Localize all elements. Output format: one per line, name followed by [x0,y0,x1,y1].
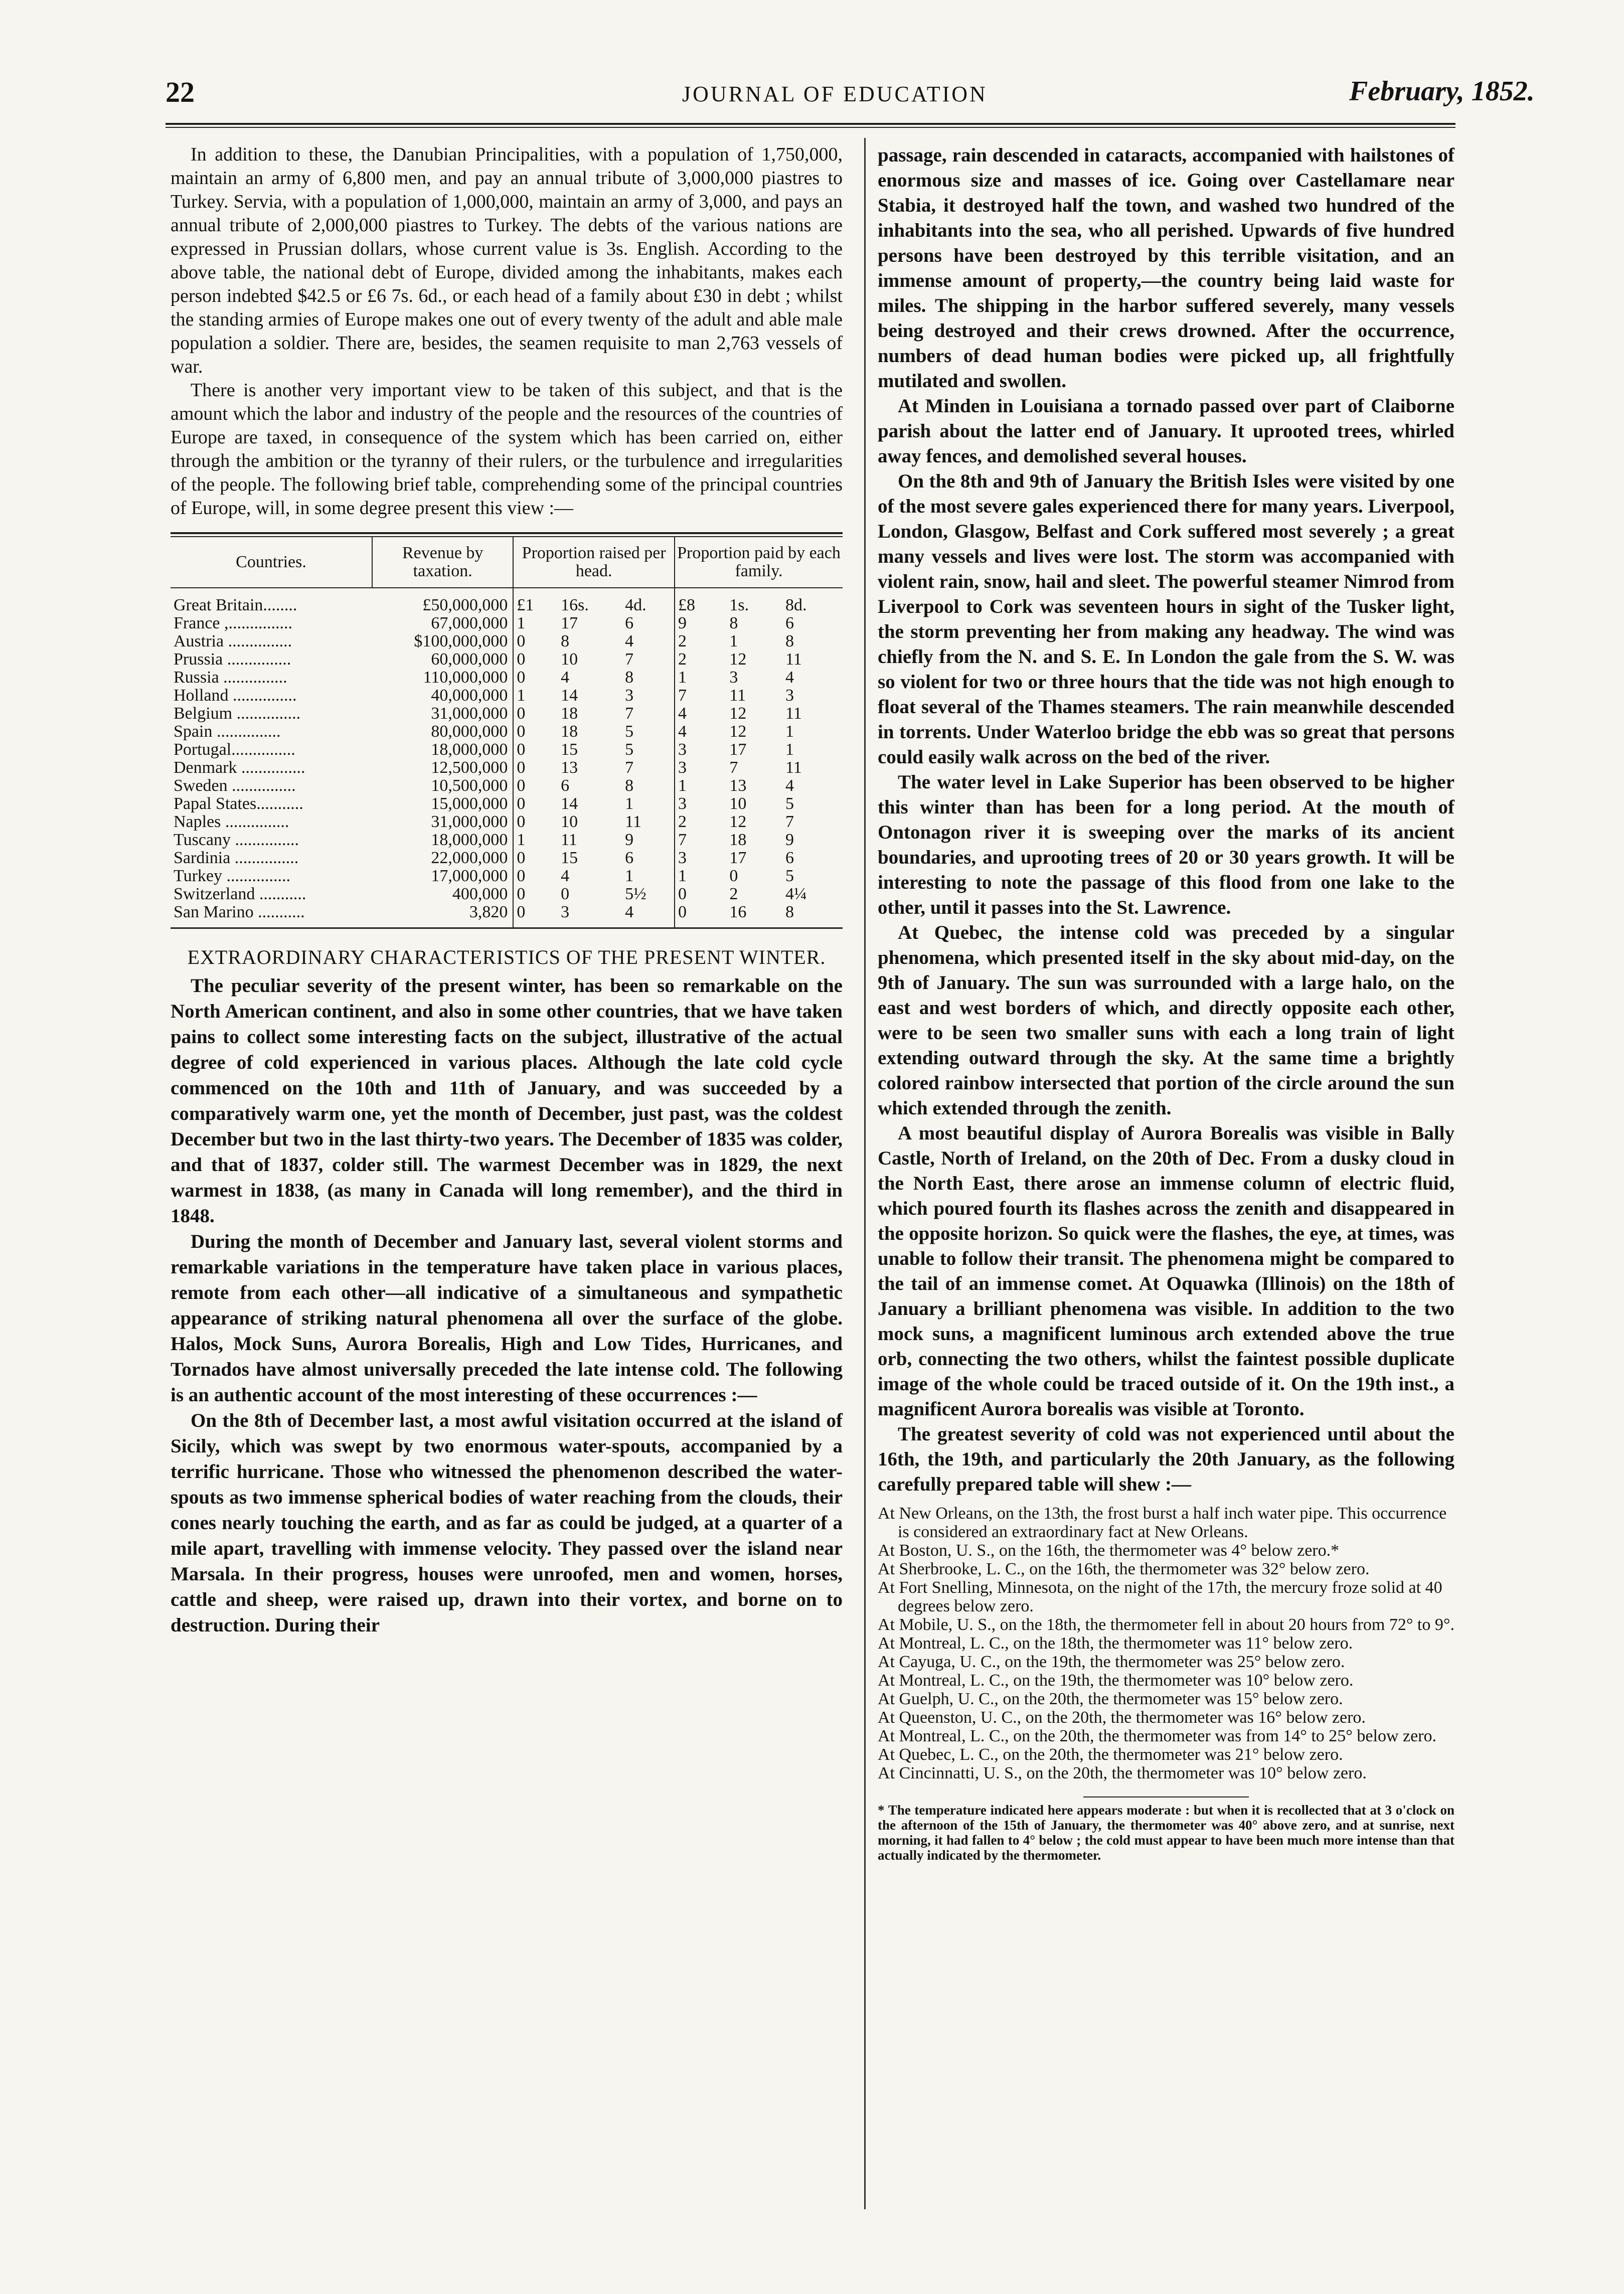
cell-family-pence: 11 [785,704,802,723]
cell-head-pence: 9 [622,831,675,849]
cell-revenue: 15,000,000 [372,795,513,813]
cell-family-shillings: 0 [729,867,738,885]
cell-family-pence: 1 [785,740,794,759]
cell-family-pounds: 3 [678,849,687,867]
cell-head-pence: 4 [622,903,675,927]
table-row [171,705,843,723]
table-row [171,831,843,849]
cell-family-shillings: 13 [729,776,747,795]
cell-family-pounds: 3 [678,758,687,777]
revenue-table-frame [171,532,843,929]
cell-head-pence: 8 [622,669,675,687]
cell-head-pence: 4 [622,632,675,650]
cell-country: Portugal............... [174,740,295,759]
cell-head-shillings: 15 [561,740,578,759]
cell-head-pence: 5 [622,741,675,759]
revenue-table-body [171,588,843,927]
table-row [171,723,843,741]
cell-country: Russia ............... [174,668,287,687]
cell-head-shillings: 16s. [561,596,589,614]
cell-family-pence: 11 [785,758,802,777]
intro-paragraph: There is another very important view to be taken of this subject, and that is the amount which the labor and industry of the people and the resources of the countries of Europe are taxed, in consequence of the system which has been carried on, either through the ambition or the tyranny of their rulers, or the turbulence and irregularities of the people. The following brief table, comprehending some of the principal countries of Europe, will, in some degree present this view :— [171,380,843,519]
journal-title: JOURNAL OF EDUCATION [682,82,988,106]
cell-revenue: 10,500,000 [372,777,513,795]
section-paragraph: The peculiar severity of the present winter, has been so remarkable on the North American continent, and also in some other countries, that we have taken pains to collect some interesting facts on the subject, illustrative of the actual degree of cold experienced in various places. Although the late cold cycle commenced on the 10th and 11th of January, and was succeeded by a comparatively warm one, yet the month of December, just past, was the coldest December but two in the last thirty-two years. The December of 1835 was colder, and that of 1837, colder still. The warmest December was in 1829, the next warmest in 1838, (as many in Canada will long remember), and the third in 1848. [171,975,843,1227]
cell-country: Switzerland ........... [174,885,306,903]
cell-head-shillings: 15 [561,849,578,867]
cell-head-shillings: 17 [561,614,578,632]
issue-date: February, 1852. [1349,76,1535,107]
section-paragraph: On the 8th of December last, a most awful visitation occurred at the island of Sicily, which was swept by two enormous water-spouts, accompanied by a terrific hurricane. Those who witnessed the phenomenon described the water-spouts as two immense spherical bodies of water reaching from the clouds, their cones nearly touching the earth, and as far as could be judged, at a quarter of a mile apart, travelling with immense velocity. They passed over the island near Marsala. In their progress, houses were unroofed, men and women, horses, cattle and sheep, were raised up, drawn into their vortex, and borne on to destruction. During their [171,1410,843,1636]
cell-family-pounds: 1 [678,776,687,795]
cell-head-pounds: 0 [517,812,526,831]
cell-head-shillings: 10 [561,650,578,669]
cell-country: Great Britain........ [174,596,297,614]
cell-family-pence: 8d. [785,596,807,614]
cell-country: Tuscany ............... [174,831,299,849]
temperature-entry: At Fort Snelling, Minnesota, on the night of the 17th, the mercury froze solid at 40 degrees below zero. [878,1578,1442,1615]
cell-revenue: 31,000,000 [372,813,513,831]
cell-head-pounds: 0 [517,885,526,903]
cell-head-pence: 11 [622,813,675,831]
cell-revenue: 22,000,000 [372,849,513,867]
cell-head-pounds: 1 [517,831,526,849]
column-divider [864,138,866,2209]
cell-family-pounds: 2 [678,650,687,669]
cell-family-pounds: 7 [678,686,687,705]
cell-head-shillings: 4 [561,668,570,687]
cell-family-pounds: 2 [678,812,687,831]
table-row [171,632,843,650]
cell-country: Naples ............... [174,812,289,831]
cell-head-pence: 5½ [622,885,675,903]
cell-revenue: 400,000 [372,885,513,903]
cell-family-shillings: 1s. [729,596,749,614]
table-row [171,885,843,903]
cell-head-pence: 3 [622,687,675,705]
cell-family-pence: 1 [785,722,794,741]
cell-family-shillings: 1 [729,632,738,650]
cell-head-shillings: 6 [561,776,570,795]
cell-head-pounds: 0 [517,867,526,885]
cell-family-pence: 5 [785,794,794,813]
cell-head-shillings: 18 [561,722,578,741]
cell-head-pence: 7 [622,759,675,777]
cell-head-pence: 7 [622,650,675,669]
section-body [171,973,843,1638]
cell-head-pence: 1 [622,867,675,885]
right-column [878,143,1454,1863]
cell-country: Sweden ............... [174,776,296,795]
cell-head-pence: 7 [622,705,675,723]
cell-country: Denmark ............... [174,758,305,777]
intro-paragraph: In addition to these, the Danubian Principalities, with a population of 1,750,000, maintain an army of 6,800 men, and pay an annual tribute of 3,000,000 piastres to Turkey. Servia, with a population of 1,000,000, maintain an army of 3,000, and pays an annual tribute of 2,000,000 piastres to Turkey. The debts of the various nations are expressed in Prussian dollars, whose current value is 3s. English. According to the above table, the national debt of Europe, divided among the inhabitants, makes each person indebted $42.5 or £6 7s. 6d., or each head of a family about £30 in debt ; whilst the standing armies of Europe makes one out of every twenty of the adult and able male population a soldier. There are, besides, the seamen requisite to man 2,763 vessels of war. [171,144,843,377]
section-paragraph: During the month of December and January last, several violent storms and remarkable variations in the temperature have taken place in various places, remote from each other—all indicative of a simultaneous and sympathetic appearance of striking natural phenomena all over the surface of the globe. Halos, Mock Suns, Aurora Borealis, High and Low Tides, Hurricanes, and Tornados have almost universally preceded the late intense cold. The following is an authentic account of the most interesting of these occurrences :— [171,1231,843,1406]
cell-head-shillings: 0 [561,885,570,903]
cell-head-pence: 6 [622,849,675,867]
cell-family-pounds: 9 [678,614,687,632]
temperature-entry: At Montreal, L. C., on the 20th, the thermometer was from 14° to 25° below zero. [878,1727,1436,1745]
cell-head-pounds: 0 [517,632,526,650]
cell-head-shillings: 18 [561,704,578,723]
cell-head-pounds: 1 [517,614,526,632]
cell-family-pence: 6 [785,849,794,867]
cell-country: Holland ............... [174,686,297,705]
cell-head-pounds: 0 [517,740,526,759]
right-paragraph: passage, rain descended in cataracts, accompanied with hailstones of enormous size and masses of ice. Going over Castellamare near Stabia, it destroyed half the town, and washed two hundred of the inhabitants into the sea, who all perished. Upwards of five hundred persons have been destroyed by this terrible visitation, and an immense amount of property,—the country being laid waste for miles. The shipping in the harbor suffered severely, many vessels being destroyed and their crews drowned. After the occurrence, numbers of dead human bodies were picked up, all frightfully mutilated and swollen. [878,144,1454,392]
cell-family-shillings: 10 [729,794,747,813]
cell-country: Spain ............... [174,722,281,741]
cell-head-pence: 4d. [622,588,675,614]
cell-head-shillings: 13 [561,758,578,777]
table-row [171,588,843,614]
cell-head-pounds: 0 [517,668,526,687]
cell-family-shillings: 8 [729,614,738,632]
cell-revenue: 67,000,000 [372,614,513,632]
cell-revenue: 80,000,000 [372,723,513,741]
cell-revenue: 110,000,000 [372,669,513,687]
cell-family-shillings: 16 [729,903,747,921]
cell-family-shillings: 17 [729,740,747,759]
cell-head-pounds: 1 [517,686,526,705]
table-row [171,813,843,831]
cell-head-shillings: 14 [561,794,578,813]
cell-country: Papal States........... [174,794,303,813]
temperature-entry: At Montreal, L. C., on the 19th, the thermometer was 10° below zero. [878,1671,1354,1690]
cell-head-shillings: 11 [561,831,577,849]
revenue-table [171,537,843,927]
cell-family-pounds: 3 [678,794,687,813]
right-paragraph: A most beautiful display of Aurora Borealis was visible in Bally Castle, North of Ireland, on the 20th of Dec. From a dusky cloud in the North East, there arose an immense column of electric fluid, which poured fourth its flashes across the zenith and disappeared in the opposite horizon. So quick were the flashes, the eye, at times, was unable to follow their transit. The phenomena might be compared to the tail of an immense comet. At Oquawka (Illinois) on the 18th of January a brilliant phenomena was visible. In addition to the two mock suns, a magnificent luminous arch extended above the true orb, connecting the two others, whilst the faintest possible duplicate image of the whole could be traced outside of it. On the 19th inst., a magnificent Aurora borealis was visible at Toronto. [878,1122,1454,1420]
right-paragraph: The water level in Lake Superior has been observed to be higher this winter than has been for a long period. At the mouth of Ontonagon river it is sweeping over the marks of its ancient boundaries, and uprooting trees of 20 or 30 years growth. It will be interesting to note the passage of this flood from one lake to the other, until it passes into the St. Lawrence. [878,771,1454,918]
table-row [171,669,843,687]
cell-revenue: £50,000,000 [372,588,513,614]
cell-family-pounds: 2 [678,632,687,650]
cell-family-pounds: 4 [678,722,687,741]
right-paragraph: At Minden in Louisiana a tornado passed over part of Claiborne parish about the latter end of January. It uprooted trees, whirled away fences, and demolished several houses. [878,395,1454,467]
cell-family-shillings: 7 [729,758,738,777]
right-paragraph: The greatest severity of cold was not experienced until about the 16th, the 19th, and particularly the 20th January, as the following carefully prepared table will shew :— [878,1423,1454,1495]
cell-family-pence: 4 [785,668,794,687]
temperature-entry: At Boston, U. S., on the 16th, the thermometer was 4° below zero.* [878,1541,1340,1560]
header-countries: Countries. [171,537,372,588]
cell-family-pence: 7 [785,812,794,831]
cell-family-pounds: 7 [678,831,687,849]
cell-family-shillings: 3 [729,668,738,687]
cell-family-shillings: 17 [729,849,747,867]
cell-head-pounds: 0 [517,650,526,669]
cell-head-shillings: 3 [561,903,570,921]
cell-family-shillings: 18 [729,831,747,849]
table-row [171,849,843,867]
cell-revenue: 31,000,000 [372,705,513,723]
table-row [171,867,843,885]
header-per-head: Proportion raised per head. [513,537,675,588]
cell-family-pounds: 4 [678,704,687,723]
temperature-entry: At Sherbrooke, L. C., on the 16th, the thermometer was 32° below zero. [878,1560,1370,1578]
page-number: 22 [166,76,195,108]
cell-head-shillings: 14 [561,686,578,705]
table-row [171,614,843,632]
cell-country: Belgium ............... [174,704,301,723]
cell-head-pounds: 0 [517,704,526,723]
cell-family-pence: 8 [785,903,794,921]
cell-head-pounds: 0 [517,776,526,795]
cell-head-pounds: 0 [517,849,526,867]
right-paragraphs [878,143,1454,1497]
temperature-entry: At Cayuga, U. C., on the 19th, the thermometer was 25° below zero. [878,1653,1345,1671]
cell-family-pounds: 0 [678,885,687,903]
cell-head-pence: 1 [622,795,675,813]
cell-family-shillings: 2 [729,885,738,903]
cell-country: Prussia ............... [174,650,291,669]
footnote: * The temperature indicated here appears moderate : but when it is recollected that at 3 o'clock on the afternoon of the 15th of January, the thermometer was 40° above zero, and at sunrise, next morning, it had fallen to 4° below ; the cold must appear to have been much more intense than that actually indicated by the thermometer. [878,1803,1454,1863]
table-row [171,687,843,705]
temperature-entry: At Quebec, L. C., on the 20th, the thermometer was 21° below zero. [878,1745,1343,1764]
cell-family-pence: 8 [785,632,794,650]
cell-country: Austria ............... [174,632,292,650]
header-rule-thin [166,127,1455,128]
cell-revenue: 60,000,000 [372,650,513,669]
cell-head-shillings: 8 [561,632,570,650]
temperature-entry: At Cincinnatti, U. S., on the 20th, the thermometer was 10° below zero. [878,1764,1367,1782]
cell-head-pence: 5 [622,723,675,741]
cell-country: Turkey ............... [174,867,290,885]
cell-head-pence: 8 [622,777,675,795]
cell-family-pence: 9 [785,831,794,849]
cell-head-pence: 6 [622,614,675,632]
cell-family-shillings: 12 [729,704,747,723]
cell-family-pounds: 1 [678,668,687,687]
cell-family-shillings: 11 [729,686,746,705]
cell-head-shillings: 4 [561,867,570,885]
cell-head-shillings: 10 [561,812,578,831]
cell-family-pence: 5 [785,867,794,885]
cell-family-pounds: 0 [678,903,687,921]
cell-head-pounds: 0 [517,758,526,777]
cell-revenue: 3,820 [372,903,513,927]
cell-revenue: 40,000,000 [372,687,513,705]
cell-revenue: 17,000,000 [372,867,513,885]
temperature-entry: At New Orleans, on the 13th, the frost burst a half inch water pipe. This occurrence is considered an extraordinary fact at New Orleans. [878,1504,1447,1541]
cell-country: Sardinia ............... [174,849,299,867]
table-row [171,650,843,669]
cell-head-pounds: 0 [517,794,526,813]
cell-head-pounds: £1 [517,596,534,614]
cell-head-pounds: 0 [517,722,526,741]
header-revenue: Revenue by taxation. [372,537,513,588]
cell-country: France ,............... [174,614,293,632]
table-header-row [171,537,843,588]
left-column [171,143,843,1638]
cell-revenue: 18,000,000 [372,831,513,849]
cell-revenue: 12,500,000 [372,759,513,777]
cell-family-pounds: £8 [678,596,695,614]
right-paragraph: At Quebec, the intense cold was preceded by a singular phenomena, which presented itself in the sky about mid-day, on the 9th of January. The sun was surrounded with a large halo, on the east and west borders of which, and directly opposite each other, were to be seen two smaller suns with each a long train of light extending outward through the sky. At the same time a brightly colored rainbow intersected that portion of the circle around the sun which extended through the zenith. [878,922,1454,1119]
cell-family-pence: 11 [785,650,802,669]
cell-revenue: $100,000,000 [372,632,513,650]
temperature-list [878,1504,1454,1782]
cell-family-pence: 6 [785,614,794,632]
temperature-entry: At Guelph, U. C., on the 20th, the thermometer was 15° below zero. [878,1690,1343,1708]
cell-family-shillings: 12 [729,812,747,831]
right-paragraph: On the 8th and 9th of January the British Isles were visited by one of the most severe gales experienced there for many years. Liverpool, London, Glasgow, Belfast and Cork suffered most severely ; a great many vessels and lives were lost. The storm was accompanied with violent rain, snow, hail and sleet. The powerful steamer Nimrod from Liverpool to Cork was seventeen hours in sight of the Tusker light, the storm preventing her from making any headway. The wind was chiefly from the N. and S. E. In London the gale from the S. W. was so violent for two or three hours that the tide was not high enough to float several of the Thames steamers. The rain meanwhile descended in torrents. Under Waterloo bridge the ebb was so great that persons could easily walk across on the bed of the river. [878,470,1454,768]
cell-country: San Marino ........... [174,903,305,921]
table-row [171,759,843,777]
cell-revenue: 18,000,000 [372,741,513,759]
cell-family-pence: 4¼ [785,885,807,903]
temperature-entry: At Montreal, L. C., on the 18th, the thermometer was 11° below zero. [878,1634,1353,1653]
header-rule [166,123,1455,125]
table-row [171,795,843,813]
footnote-rule [1083,1796,1249,1797]
table-row [171,903,843,927]
cell-family-pounds: 1 [678,867,687,885]
cell-head-pounds: 0 [517,903,526,921]
temperature-entry: At Mobile, U. S., on the 18th, the thermometer fell in about 20 hours from 72° to 9°. [878,1615,1454,1634]
temperature-entry: At Queenston, U. C., on the 20th, the thermometer was 16° below zero. [878,1708,1366,1727]
cell-family-pounds: 3 [678,740,687,759]
section-title: EXTRAORDINARY CHARACTERISTICS OF THE PRESENT WINTER. [187,946,826,968]
cell-family-pence: 3 [785,686,794,705]
table-row [171,741,843,759]
cell-family-pence: 4 [785,776,794,795]
cell-family-shillings: 12 [729,650,747,669]
header-per-family: Proportion paid by each family. [675,537,843,588]
table-row [171,777,843,795]
cell-family-shillings: 12 [729,722,747,741]
